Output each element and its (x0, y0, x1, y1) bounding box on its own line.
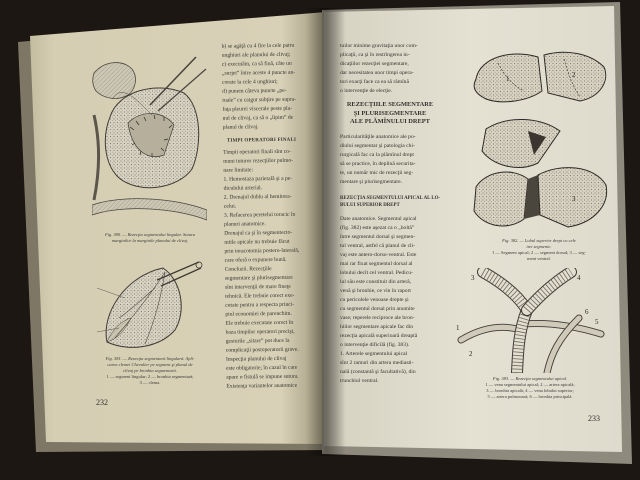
chest-wall (94, 115, 99, 200)
surgeon-hand-glove (93, 63, 136, 99)
text-line: Ele trebuie executate corect în (225, 319, 294, 327)
legend-line: 1 — Segment apical; 2 — segment dorsal; 3 — seg- (492, 250, 586, 255)
figure-label: 3 (471, 274, 475, 282)
text-line: tehnică. Ele trebuie corect exe- (225, 292, 295, 300)
text-line: venă şi bronhie, ce vin în raport (340, 287, 411, 294)
text-line: lul său este constituit din arteră, (340, 278, 412, 285)
caption-line: carea clemei Chevalier pe segment şi planul de (107, 362, 193, 367)
figure-382-caption (466, 238, 612, 262)
text-line: gesturile „sitare” pot duce la (225, 337, 290, 345)
text-line: „surjet” între aceste 4 puncte an- (221, 69, 296, 77)
text-line: lobului decît cel ventral. Pedicu- (340, 269, 413, 276)
text-line: diculului arterial. (223, 185, 263, 192)
text-line: o intervenţie de elecţie. (340, 88, 393, 94)
text-line: te, un număr mic de rezecţii seg- (340, 169, 414, 176)
heading-line: REZECŢIA SEGMENTULUI APICAL AL LO- (340, 195, 441, 201)
clamp-ring (196, 262, 202, 268)
apical-bronchus (483, 272, 527, 310)
figure-label: 6 (585, 308, 589, 316)
text-line: mai rar fixat segmentul dorsal al (340, 260, 413, 267)
paragraph-final-steps (223, 147, 326, 391)
text-line: Timpii operatori finali sînt co- (223, 148, 291, 156)
text-line: planuri anatomice. (224, 221, 266, 228)
bronchus-fill (527, 272, 571, 310)
text-line: corate la cele 4 unghiuri; (222, 78, 278, 86)
text-line: unghiuri ale planului de clivaj; (221, 51, 291, 59)
figure-380-caption (86, 232, 214, 244)
text-line: hiilor segmentare apicale fac din (340, 323, 413, 330)
text-line: 2. Drenajul dublu al hemitora- (223, 193, 292, 201)
legend-line: 1 — vena segmentului apical; 2 — artera apicală; (485, 382, 575, 387)
ventral-segment (482, 119, 560, 167)
caption-line: Fig. 380. — Rezecţia segmentului lingular. Sutura (104, 232, 196, 237)
apical-vein (461, 327, 521, 340)
text-line: baza timpilor operatori precişi, (225, 328, 295, 336)
text-line: diului segmentar şi patologia chi- (340, 142, 415, 149)
text-line: faţa pleurei viscerale peste pla- (222, 105, 293, 113)
caption-line: trei segmente. (526, 244, 552, 249)
figure-383-caption (455, 376, 605, 400)
text-line: sînt 2 ramuri din artera mediasti- (340, 359, 414, 366)
heading-line: ŞI PLURISEGMENTARE (353, 109, 427, 117)
paragraph-suture-steps (222, 41, 323, 132)
segment-piece-left (474, 172, 528, 226)
heading-line: ALE PLĂMÎNULUI DREPT (350, 118, 430, 125)
text-line: este obligatorie; în cazul în care (226, 364, 298, 372)
text-line: nul de clivaj, ca să o „lipim” de (222, 114, 294, 122)
caption-line: clivaj pe bronhia segmentară. (123, 368, 177, 373)
text-line: segmentare şi plurisegmentare (224, 274, 293, 282)
legend-line: 3 — bronhia apicală; 4 — vena lobului superior; (486, 388, 574, 393)
legend-line: 5 — artera pulmonară; 6 — bronhia principală. (487, 394, 573, 399)
caption-line: marginilor la marginile planului de clivaj. (111, 238, 189, 243)
text-line: d) punem câteva puncte „pe- (222, 87, 287, 95)
right-page-text-column (340, 42, 440, 386)
text-line: o intervenţie dificilă (fig. 383). (340, 341, 410, 348)
text-line: tul ventral, astfel că planul de cli- (340, 242, 416, 249)
page-number-right: 233 (588, 414, 600, 423)
legend-line: 3 — clema. (139, 380, 161, 385)
text-line: complicaţii postoperatorii grave. (225, 346, 299, 354)
text-line: c) executăm, ca să fină, câte un (221, 60, 292, 68)
figure-381-caption-text (86, 356, 214, 374)
text-line: celui. (223, 203, 237, 210)
text-line: muni tuturor rezecţiilor pulmo- (223, 157, 294, 165)
figure-383-caption-text: Fig. 383. — Rezecţia segmentului apical. (492, 376, 568, 381)
caption-line: Fig. 382. — Lobul superior drept cu cele (502, 238, 576, 243)
text-line: plicaţii, ca şi în restrîngerea in- (340, 52, 410, 58)
text-line: miile apicale nu trebuie făcut (224, 238, 290, 246)
legend-line: ment ventral. (527, 256, 551, 261)
text-line: planul de clivaj. (222, 124, 259, 131)
section-heading-final-steps: TIMPI OPERATORI FINALI (226, 137, 297, 144)
text-line: sînt intervenţii de mare fineţe (224, 283, 291, 291)
text-line: vase; reperele reciproce ale bron- (340, 314, 415, 321)
text-line: cu segmentul dorsal prin anumite (340, 305, 415, 312)
text-line: cu pericolele venoase drepte şi (340, 296, 409, 303)
text-line: Drenajul ca şi în segmentecto- (224, 229, 293, 237)
text-line: tuilor minime gravitaţia unor com- (340, 43, 418, 49)
text-line: cutate pentru a respecta princi- (225, 301, 295, 309)
text-line: care oferă o expunere bună. (224, 256, 287, 264)
caption-line: Fig. 381. — Rezecţia segmentară lingulară. Apli- (105, 356, 195, 361)
text-line: să se practice, în deplină securita- (340, 160, 416, 167)
main-bronchus (517, 310, 527, 373)
text-line: rezecţia apicală superioară dreaptă (340, 332, 418, 339)
paragraph-apical-anatomy (340, 215, 440, 386)
figure-381-caption (86, 356, 214, 386)
text-line: apare o fistulă se impune sutura. (226, 373, 299, 381)
bronchus-fill (483, 272, 527, 310)
figure-383-illustration (455, 268, 605, 373)
section-heading-right-lung (340, 101, 440, 127)
figure-382-illustration (468, 45, 613, 235)
text-line: nare limitate: (223, 167, 254, 174)
text-line: nală (constantă şi facultativă), din (340, 368, 416, 375)
text-line: piul economiei de parenchim. (225, 310, 292, 318)
paragraph-intro (340, 42, 440, 96)
figure-label: 2 (572, 71, 576, 79)
page-number-left: 232 (96, 398, 108, 407)
figure-label: 4 (577, 274, 581, 282)
text-line: Particularităţile anatomice ale po- (340, 133, 416, 140)
figure-381-illustration (95, 258, 205, 353)
heading-line: BULUI SUPERIOR DREPT (340, 202, 400, 208)
text-line: Existenţa variantelor anatomice (226, 382, 298, 390)
text-line: tori exacţi face ca ea să rămînă (340, 79, 409, 85)
text-line: Concluzii. Rezecţiile (224, 266, 272, 273)
figure-380-illustration (92, 55, 207, 225)
section-heading-apical (340, 195, 440, 209)
text-line: rurgicală fac ca la plămînul drept (340, 151, 414, 158)
text-line: prin toracotomia postero-laterală, (224, 247, 300, 255)
text-line: Inspecţia planului de clivaj (225, 355, 287, 363)
figure-label: 1 (506, 75, 510, 83)
text-line: dar necesitatea unor timpi opera- (340, 70, 414, 76)
dorsal-bronchus (527, 272, 571, 310)
figure-382-legend (466, 250, 612, 262)
text-line: Date anatomice. Segmentul apical (340, 215, 417, 222)
figure-383-legend (455, 382, 605, 400)
figure-381-legend (86, 374, 214, 386)
text-line: tuale” cu catgut subţire pe supra- (222, 96, 297, 104)
figure-382-caption-text (466, 238, 612, 250)
text-line: între segmentul dorsal şi segmen- (340, 233, 416, 240)
text-line: dicaţiilor rezecţiei segmentare, (340, 61, 409, 67)
figure-label: 5 (595, 318, 599, 326)
text-line: (fig. 382) este aşezat ca o „boltă” (340, 224, 415, 231)
text-line: vaj este antero-dorso-ventral. Este (340, 251, 417, 258)
figure-label: 3 (572, 195, 576, 203)
text-line: trunchiul ventral. (340, 377, 379, 384)
text-line: 1. Arterele segmentului apical (340, 350, 408, 357)
legend-line: 1 — segment lingular; 2 — bronhia segmentară; (106, 374, 194, 379)
text-line: 3. Refacerea peretelui toracic în (223, 211, 296, 219)
text-line: mentare şi plurisegmentare. (340, 178, 402, 185)
text-line: 1. Hemostaza parietală şi a pe- (223, 175, 293, 183)
text-line: b) se agăţă cu 4 fire la cele patru (221, 42, 295, 50)
figure-label: 2 (469, 350, 473, 358)
paragraph-particularities (340, 133, 440, 187)
left-page-text-column (222, 41, 327, 391)
rib-retractor (92, 199, 207, 220)
figure-label: 1 (456, 324, 460, 332)
heading-line: REZECŢIILE SEGMENTARE (346, 101, 434, 108)
